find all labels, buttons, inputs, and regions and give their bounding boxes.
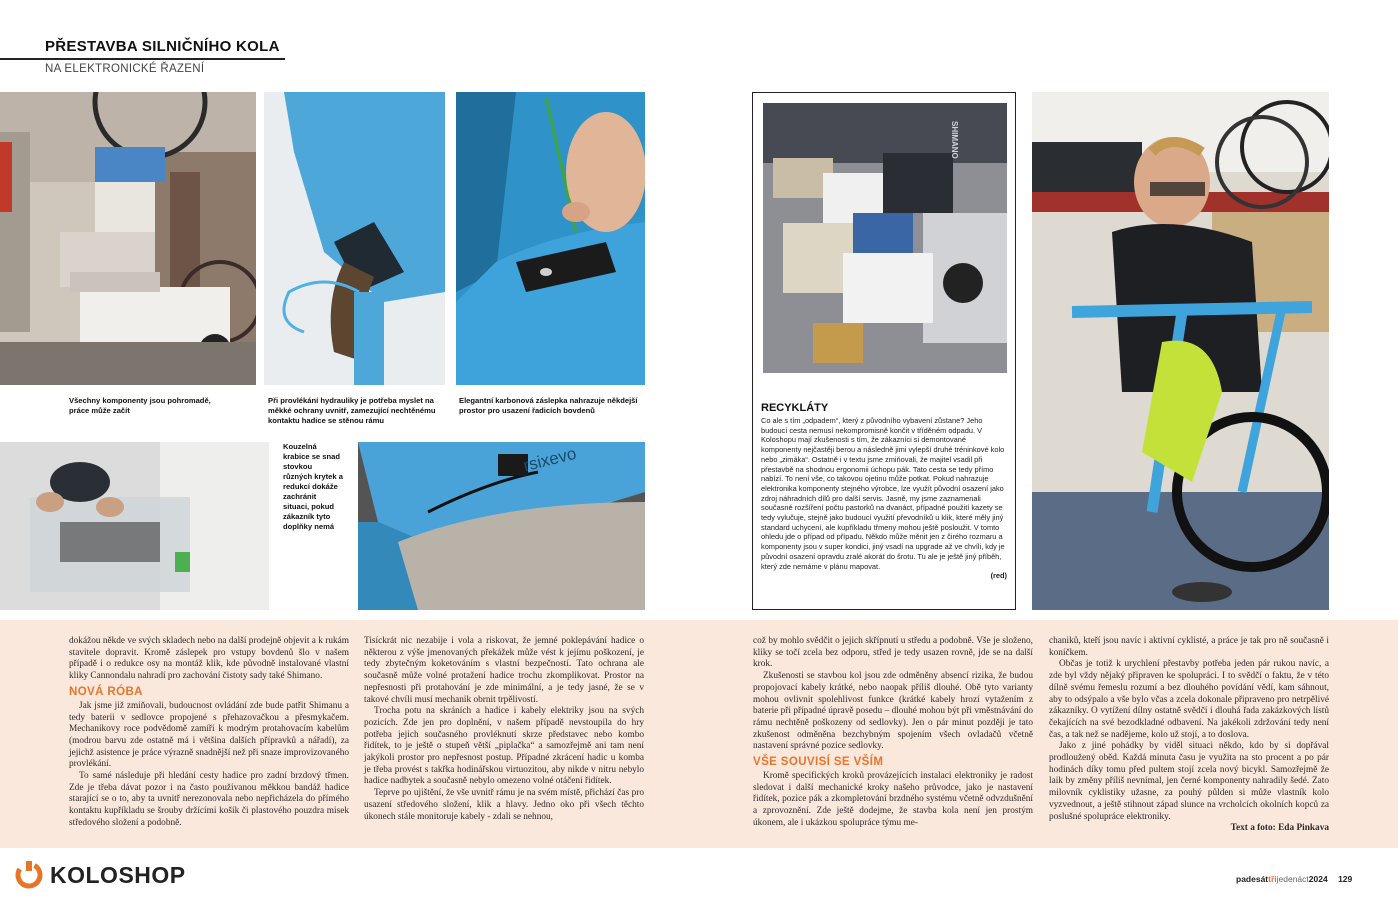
paragraph: Teprve po ujištění, že vše uvnitř rámu je na svém místě, přichází čas pro usazení středového složení, klik a hlavy. Jedno oko při všech těchto úkonech stále monitoruje kabely - zdali se nehnou, <box>364 788 644 822</box>
paragraph: dokážou někde ve svých skladech nebo na další prodejně objevit a k rukám stavitele dopravit. Kromě záslepek pro vstupy bovdenů šlo v našem případě i o redukce osy na montáž klik, kde původně instalované vlastní kliky Cannondalu nahradí pro zachování čistoty sady také Shimano. <box>69 636 349 682</box>
subheading: NOVÁ RÓBA <box>69 685 143 698</box>
magazine-name-b: tři <box>1268 874 1277 884</box>
photo-components <box>0 92 256 385</box>
article-column-3 <box>753 636 1033 830</box>
article-column-4 <box>1049 636 1329 835</box>
paragraph: což by mohlo svědčit o jejich skřípnutí u středu a podobně. Vše je složeno, kliky se točí zcela bez odporu, střed je tedy usazen rovně, jde se na další krok. <box>753 636 1033 670</box>
paragraph: Jak jsme již zmiňovali, budoucnost ovládání zde bude patřit Shimanu a tedy baterii v sedlovce propojené s přehazovačkou a přesmykačem. Mechanikovy roce podvědomě zamíří k modrým protahovacím kabelům (modrou barvu zde ostatně má i většina dalších přípravků a nářadí), za jejichž asistence je práce výrazně snadnější než při snaze improvizovaného provlékání. <box>69 700 349 770</box>
photo-frame-detail <box>358 442 645 610</box>
photo-mechanic <box>1032 92 1329 610</box>
paragraph: Jako z jiné pohádky by viděl situaci někdo, kdo by si dopřával prodloužený oběd. Každá minuta času je využita na sto procent a po pár hodinách díky tomu před pultem stojí zcela nový bicykl. Samozřejmě že laik by změny příliš nevnímal, jen černé komponenty nahradily šedé. Zato milovník cyklistiky užasne, za pouhý půlden si může vlastník kolo vyzvednout, a ještě stihnout západ slunce na vrcholcích okolních kopců za poslušné spolupráce elektroniky. <box>1049 741 1329 822</box>
photo-recycled-parts <box>763 103 1007 373</box>
photo-parts-box <box>0 442 269 610</box>
page-number: 129 <box>1338 874 1353 884</box>
paragraph: chaniků, kteří jsou navíc i aktivní cyklisté, a práce je tak pro ně současně i koníčkem. <box>1049 636 1329 658</box>
caption-parts-box: Kouzelná krabice se snad stovkou různých krytek a redukcí dokáže zachránit situaci, pokud zákazník tyto doplňky nemá <box>283 442 343 531</box>
page-title: PŘESTAVBA SILNIČNÍHO KOLA <box>45 38 280 55</box>
sidebar-title: RECYKLÁTY <box>761 402 829 414</box>
paragraph: Občas je totiž k urychlení přestavby potřeba jeden pár rukou navíc, a zde byl vždy nějaký připraven ke spolupráci. I to svědčí o faktu, že v této dílně svému řemeslu rozumí a bez dlouhého povídání vědí, kam sáhnout, aby to odsýpalo a vše bylo včas a zcela dokonale připraveno pro netrpělivé zákazníky. O vytížení dílny ostatně svědčí i dlouhá řada zakázkových lístů čekajících na své bezodkladné odbavení. Na jakékoli zdržování tedy není čas, a tak než se nadějeme, kolo už stojí, a to doslova. <box>1049 659 1329 740</box>
magazine-year: 2024 <box>1308 874 1328 884</box>
caption-hydraulics: Při provlékání hydrauliky je potřeba myslet na měkké ochrany uvnitř, zamezující nechtěnému kontaktu hadice se stěnou rámu <box>268 396 436 425</box>
magazine-name-a: padesát <box>1236 874 1269 884</box>
paragraph: Zkušenosti se stavbou kol jsou zde odměněny absencí rizika, že budou propojovací kabely krátké, nebo naopak příliš dlouhé. Obě tyto varianty mohou ovlivnit spolehlivost funkce (krátké kabely hrozí vytažením z baterie při případné úpravě posedu – dlouhé mohou být při vměstnávání do rámu nechtěně poškozeny od sedlovky). Jen o pár minut později je tato zkušenost odměněna bezchybným spojením všech ovladačů včetně nastavení správné pozice sedlovky. <box>753 671 1033 752</box>
caption-carbon-plug: Elegantní karbonová záslepka nahrazuje někdejší prostor pro usazení řadicích bovdenů <box>459 396 638 415</box>
article-column-1 <box>69 636 349 830</box>
shimano-box-label: SHIMANO <box>950 121 959 159</box>
author-credit: Text a foto: Eda Pinkava <box>1230 823 1329 834</box>
magazine-name-c: jedenáct <box>1276 874 1309 884</box>
subheading: VŠE SOUVISÍ SE VŠÍM <box>753 756 884 769</box>
page-subtitle: NA ELEKTRONICKÉ ŘAZENÍ <box>45 63 205 75</box>
article-column-2 <box>364 636 644 823</box>
koloshop-logo <box>14 859 186 891</box>
koloshop-logo-icon <box>14 860 44 890</box>
magazine-footer <box>1236 874 1352 884</box>
photo-carbon-plug <box>456 92 645 385</box>
koloshop-logo-text: KOLOSHOP <box>50 861 186 888</box>
caption-components: Všechny komponenty jsou pohromadě, práce může začít <box>69 396 211 415</box>
frame-brand-text: rsixevo <box>521 443 579 476</box>
title-rule <box>0 58 285 60</box>
paragraph: To samé následuje při hledání cesty hadice pro zadní brzdový třmen. Zde je třeba dávat pozor i na často používanou měkkou bandáž hadice starající se o to, aby ta uvnitř nerezonovala nebo nepřicházela do přímého kontaktu kupříkladu se šrouby držícími košík či plastového pouzdra misek středového složení a podobně. <box>69 771 349 828</box>
paragraph: Trocha potu na skráních a hadice i kabely elektriky jsou na svých pozicích. Zde jen pro doplnění, v našem případě nevstoupila do hry potřeba jejich současného provléknutí skrze představec nebo kombo řidítek, to je ještě o stupeň větší „piplačka“ a samozřejmě ani tam není jakýkoli prostor pro nepřesnost postup. Případné zkrácení hadic u komba je třeba provést s takřka hodinářskou virtuozitou, aby nikde v nitru nebylo hadice nadbytek a současně nebylo omezeno volné otáčení řidítek. <box>364 706 644 787</box>
sidebar-signature: (red) <box>990 571 1007 581</box>
paragraph: Kromě specifických kroků provázejících instalaci elektroniky je radost sledovat i další mechanické kroky našeho průvodce, jako je nastavení řidítek, pozice pák a zkompletování brzdného systému včetně odvzdušnění a zprovoznění. Zde ještě dodejme, že stavba kola není jen prostým úkonem, ale i ukázkou spolupráce týmu me- <box>753 771 1033 828</box>
sidebar-body <box>761 416 1007 581</box>
photo-hydraulics <box>264 92 445 385</box>
sidebar-text: Co ale s tím „odpadem“, který z původního vybavení zůstane? Jeho budoucí cesta nemusí nekompromisně končit v tříděném odpadu. V Koloshopu mají zkušenosti s tím, že zákazníci si demontované komponenty nejčastěji berou a následně jimi vylepší druhé tréninkové kolo nebo „zimáka“. Ostatně i v textu jsme zmiňovali, že majitel vsadil při přestavbě na shodnou ergonomii úchopu pák. Tato cesta se tedy přímo nabízí. To není vše, co takovou ojetinu může potkat. Pokud nahrazuje elektronika komponenty stejného výrobce, lze využít původní osazení jako zdroj náhradních dílů pro další servis. Jasně, my jsme zaznamenali současné rozšíření počtu pastorků na dvanáct, případné použití kazety se tedy vylučuje, stejně jako budoucí využití převodníků u klik, které měly jiný standard uchycení, ale kupříkladu třmeny mohou ještě posloužit. V tomto ohledu jde o případ od případu. Někdo může měnit jen z čirého rozmaru a komponenty jsou v super kondici, jiný vsadí na upgrade až ve chvíli, kdy je původní osazení opravdu zralé akorát do šrotu. Tu ale je ještě jiný příběh, který zde nemáme v plánu mapovat. <box>761 416 1005 571</box>
paragraph: Tisíckrát nic nezabije i vola a riskovat, že jemné poklepávání hadice o některou z výše jmenovaných překážek může vést k jejímu poškození, je tedy zbytečným koketováním s vlastní bezpečností. Tato ochrana ale současně může volné protažení hadice trochu zkomplikovat. Prostor na nepřesnosti při protahování je zde minimální, a je tedy jasné, že se v takové chvíli musí mechanik obrnit trpělivostí. <box>364 636 644 705</box>
